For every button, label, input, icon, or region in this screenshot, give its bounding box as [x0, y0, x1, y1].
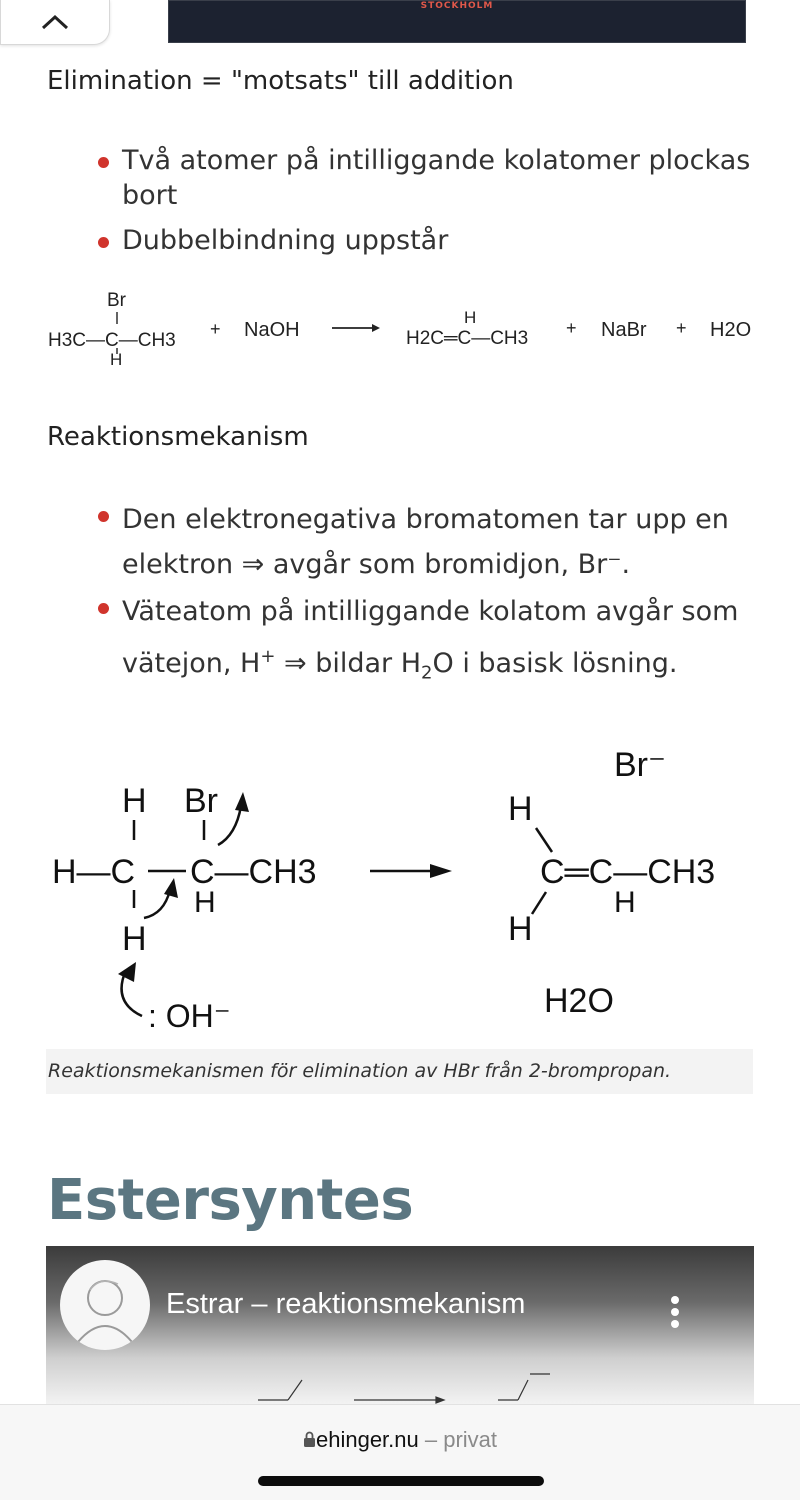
reactant-formula: H3C—C—CH3 — [48, 330, 176, 351]
bullet-text: O i basisk lösning. — [432, 648, 678, 679]
mech-h-top: H — [122, 782, 147, 820]
bullet-text: ⇒ bildar H — [275, 648, 422, 679]
collapse-button[interactable] — [0, 0, 110, 45]
product-nabr: NaBr — [601, 319, 647, 341]
banner-text: STOCKHOLM — [420, 1, 494, 11]
mech-br: Br — [184, 782, 218, 820]
plus-sign: + — [210, 319, 221, 339]
bullet-item — [92, 589, 752, 695]
subscript: 2 — [421, 662, 433, 684]
elimination-reaction-equation — [40, 280, 760, 380]
bullet-list-elimination — [92, 143, 752, 258]
reactant-h-label: H — [110, 350, 123, 369]
video-embed[interactable] — [46, 1246, 754, 1406]
separator: – — [418, 1427, 444, 1452]
mech-product-main: C═C—CH3 — [540, 853, 716, 891]
mech-water: H2O — [544, 982, 614, 1020]
section-label-mechanism: Reaktionsmekanism — [47, 422, 309, 452]
plus-sign: + — [566, 318, 577, 338]
private-mode-label: privat — [443, 1427, 498, 1452]
mech-h-bottom: H — [122, 920, 147, 958]
channel-avatar[interactable] — [60, 1260, 150, 1350]
section-heading-estersyntes: Estersyntes — [47, 1168, 414, 1233]
bullet-item — [92, 497, 752, 587]
bullet-item: Två atomer på intilliggande kolatomer plockas bort — [92, 143, 752, 213]
home-indicator[interactable] — [258, 1476, 544, 1486]
more-options-icon[interactable] — [668, 1296, 682, 1330]
plus-sign: + — [676, 318, 687, 338]
mech-c2: C—CH3 — [190, 853, 317, 891]
mech-product-h-bottom: H — [508, 910, 533, 948]
mech-h-c: H—C — [52, 853, 136, 891]
mech-hydroxide: : OH⁻ — [148, 998, 231, 1034]
portrait-icon — [60, 1260, 150, 1350]
alkene-product: H2C═C—CH3 — [406, 328, 529, 349]
mech-product-h-top: H — [508, 790, 533, 828]
lock-icon — [303, 1431, 316, 1448]
reactant-br-label: Br — [107, 290, 126, 311]
mech-br-ion: Br⁻ — [614, 746, 666, 784]
mech-h-under-c2: H — [194, 886, 216, 919]
reagent-naoh: NaOH — [244, 319, 300, 341]
domain-text: ehinger.nu — [315, 1427, 419, 1452]
intro-paragraph: Elimination = "motsats" till addition — [47, 66, 514, 96]
product-water: H2O — [710, 319, 752, 341]
bullet-text: Den elektronegativa bromatomen tar upp en elektron ⇒ avgår som bromidjon, Br⁻. — [122, 504, 729, 580]
bullet-list-mechanism — [92, 497, 752, 695]
address-bar[interactable] — [0, 1427, 800, 1453]
top-banner-image — [168, 0, 746, 43]
chevron-up-icon — [40, 13, 70, 31]
figure-caption: Reaktionsmekanismen för elimination av HBr från 2-brompropan. — [46, 1049, 753, 1094]
superscript: + — [260, 646, 276, 667]
video-thumbnail-diagram — [236, 1366, 566, 1406]
mech-product-h-under: H — [614, 886, 636, 919]
bullet-text: Väteatom på intilliggande kolatom avgår som vätejon, H — [122, 596, 739, 679]
reaction-mechanism-diagram — [40, 740, 760, 1040]
browser-bottom-bar — [0, 1404, 800, 1500]
product-h-label: H — [464, 308, 477, 327]
video-title[interactable]: Estrar – reaktionsmekanism — [166, 1288, 526, 1320]
bullet-item: Dubbelbindning uppstår — [92, 223, 752, 258]
